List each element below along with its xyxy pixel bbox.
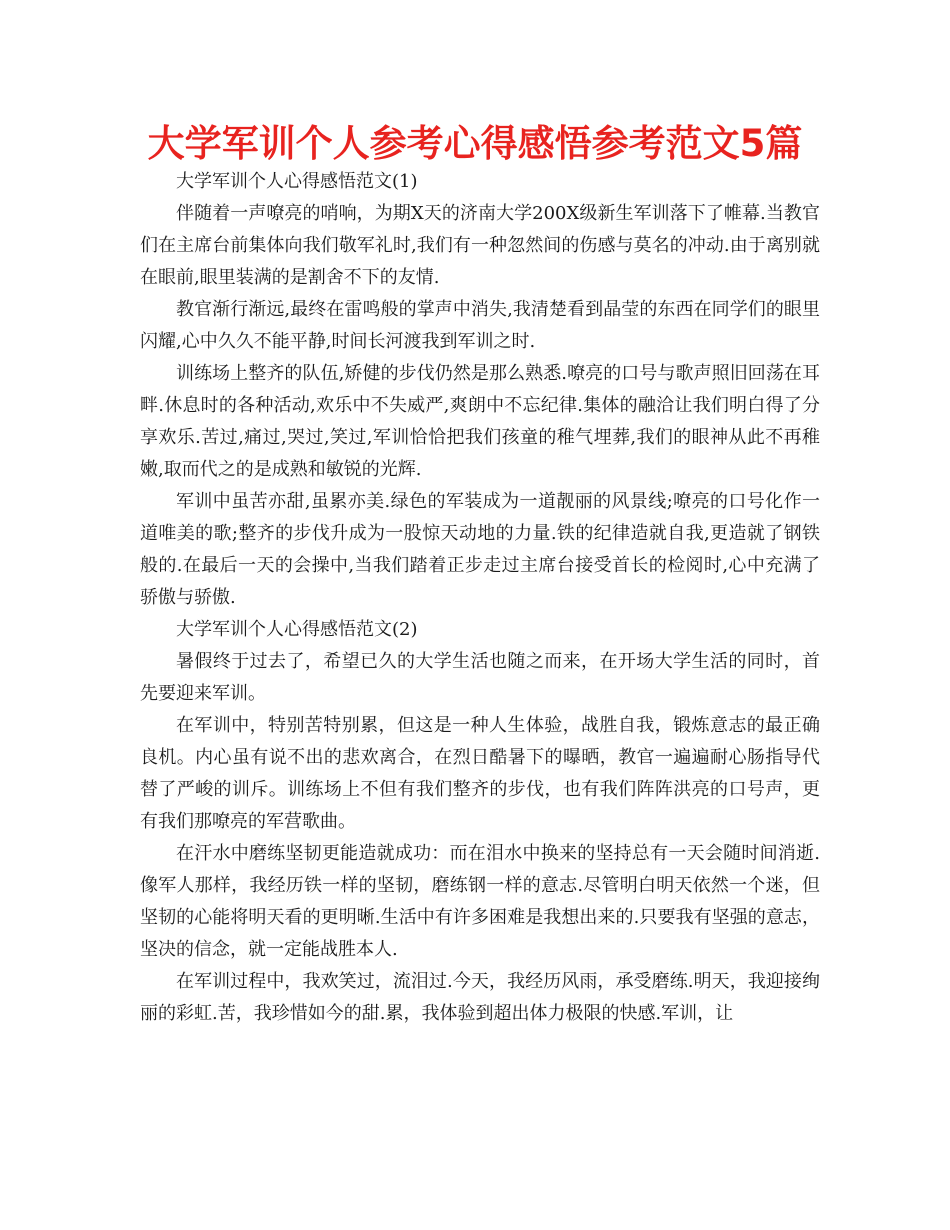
- document-body: [140, 166, 820, 1030]
- document-title: 大学军训个人参考心得感悟参考范文5篇: [147, 122, 803, 165]
- paragraph: 军训中虽苦亦甜,虽累亦美.绿色的军装成为一道靓丽的风景线;嘹亮的口号化作一道唯美的歌;整齐的步伐升成为一股惊天动地的力量.铁的纪律造就自我,更造就了钢铁般的.在最后一天的会操中,当我们踏着正步走过主席台接受首长的检阅时,心中充满了骄傲与骄傲.: [140, 491, 820, 608]
- section-heading-1: 大学军训个人心得感悟范文(1): [176, 171, 418, 192]
- paragraph: 训练场上整齐的队伍,矫健的步伐仍然是那么熟悉.嘹亮的口号与歌声照旧回荡在耳畔.休息时的各种活动,欢乐中不失威严,爽朗中不忘纪律.集体的融洽让我们明白得了分享欢乐.苦过,痛过,哭过,笑过,军训恰恰把我们孩童的稚气埋葬,我们的眼神从此不再稚嫩,取而代之的是成熟和敏锐的光辉.: [140, 363, 820, 480]
- paragraph: 暑假终于过去了，希望已久的大学生活也随之而来，在开场大学生活的同时，首先要迎来军训。: [140, 651, 820, 704]
- paragraph: 在军训中，特别苦特别累，但这是一种人生体验，战胜自我，锻炼意志的最正确良机。内心虽有说不出的悲欢离合，在烈日酷暑下的曝晒，教官一遍遍耐心肠指导代替了严峻的训斥。训练场上不但有我们整齐的步伐，也有我们阵阵洪亮的口号声，更有我们那嘹亮的军营歌曲。: [140, 715, 820, 832]
- paragraph: 伴随着一声嘹亮的哨响，为期X天的济南大学200X级新生军训落下了帷幕.当教官们在主席台前集体向我们敬军礼时,我们有一种忽然间的伤感与莫名的冲动.由于离别就在眼前,眼里装满的是割舍不下的友情.: [140, 203, 820, 288]
- paragraph: 在汗水中磨练坚韧更能造就成功：而在泪水中换来的坚持总有一天会随时间消逝.像军人那样，我经历铁一样的坚韧，磨练钢一样的意志.尽管明白明天依然一个迷，但坚韧的心能将明天看的更明晰.生活中有许多困难是我想出来的.只要我有坚强的意志，坚决的信念，就一定能战胜本人.: [140, 843, 820, 960]
- paragraph: 在军训过程中，我欢笑过，流泪过.今天，我经历风雨，承受磨练.明天，我迎接绚丽的彩虹.苦，我珍惜如今的甜.累，我体验到超出体力极限的快感.军训，让: [140, 971, 820, 1024]
- section-heading-2: 大学军训个人心得感悟范文(2): [176, 619, 418, 640]
- paragraph: 教官渐行渐远,最终在雷鸣般的掌声中消失,我清楚看到晶莹的东西在同学们的眼里闪耀,心中久久不能平静,时间长河渡我到军训之时.: [140, 299, 820, 352]
